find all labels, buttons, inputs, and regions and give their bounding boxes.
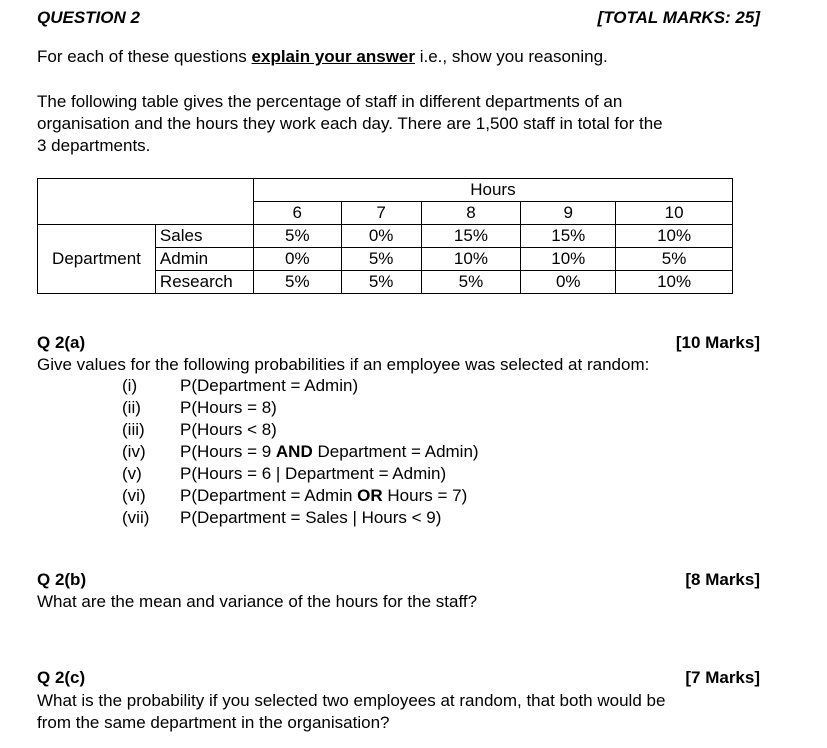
hours-header: Hours — [253, 179, 732, 202]
list-item — [122, 507, 441, 529]
q2c-prompt — [37, 690, 665, 734]
dept-name: Admin — [155, 248, 253, 271]
table-cell: 5% — [253, 271, 341, 294]
table-cell: 5% — [616, 248, 733, 271]
instruction — [37, 47, 608, 67]
table-cell: 10% — [616, 271, 733, 294]
staff-table — [37, 178, 733, 294]
q2a-marks: [10 Marks] — [675, 333, 760, 352]
item-text-bold: AND — [275, 442, 313, 461]
intro-line: 3 departments. — [37, 136, 151, 155]
item-text-pre: P(Department = Admin — [180, 486, 358, 505]
item-number: (ii) — [122, 398, 141, 417]
intro-line: The following table gives the percentage of staff in different departments of an — [37, 92, 623, 111]
department-label: Department — [38, 225, 156, 294]
hour-cell: 10 — [616, 202, 733, 225]
intro-paragraph — [37, 91, 663, 157]
item-text-post: Department = Admin) — [312, 442, 479, 461]
hour-cell: 8 — [421, 202, 521, 225]
item-text: P(Department = Admin) — [180, 376, 359, 395]
item-text-post: Hours = 7) — [382, 486, 468, 505]
q2c-marks: [7 Marks] — [685, 668, 760, 687]
list-item — [122, 375, 358, 397]
item-text: P(Hours = 8) — [180, 398, 277, 417]
table-corner — [38, 179, 254, 225]
q2c-line: from the same department in the organisation? — [37, 713, 390, 732]
item-text: P(Hours = 6 | Department = Admin) — [180, 464, 447, 483]
item-number: (vi) — [122, 486, 146, 505]
table-cell: 0% — [253, 248, 341, 271]
dept-name: Research — [155, 271, 253, 294]
item-number: (i) — [122, 376, 138, 395]
hour-cell: 7 — [341, 202, 421, 225]
q2b-marks: [8 Marks] — [685, 570, 760, 589]
item-number: (vii) — [122, 508, 150, 527]
item-text: P(Department = Sales | Hours < 9) — [180, 508, 442, 527]
q2c-title: Q 2(c) — [37, 668, 86, 687]
table-cell: 5% — [253, 225, 341, 248]
instruction-emphasis: explain your answer — [251, 47, 415, 66]
list-item — [122, 441, 479, 463]
table-cell: 15% — [421, 225, 521, 248]
q2a-title: Q 2(a) — [37, 333, 86, 352]
item-number: (iv) — [122, 442, 146, 461]
q2c-line: What is the probability if you selected two employees at random, that both would be — [37, 691, 666, 710]
list-item — [122, 397, 277, 419]
item-number: (v) — [122, 464, 142, 483]
hour-cell: 9 — [521, 202, 616, 225]
total-marks: [TOTAL MARKS: 25] — [597, 8, 760, 27]
table-row — [38, 225, 733, 248]
instruction-post: i.e., show you reasoning. — [414, 47, 608, 66]
table-cell: 10% — [421, 248, 521, 271]
table-cell: 5% — [421, 271, 521, 294]
table-cell: 0% — [521, 271, 616, 294]
item-number: (iii) — [122, 420, 145, 439]
q2b-prompt: What are the mean and variance of the hours for the staff? — [37, 592, 478, 611]
table-header-row — [38, 179, 733, 202]
table-cell: 10% — [521, 248, 616, 271]
hour-cell: 6 — [253, 202, 341, 225]
list-item — [122, 419, 277, 441]
intro-line: organisation and the hours they work each day. There are 1,500 staff in total for the — [37, 114, 663, 133]
table-cell: 15% — [521, 225, 616, 248]
table-cell: 5% — [341, 271, 421, 294]
instruction-pre: For each of these questions — [37, 47, 252, 66]
list-item — [122, 463, 446, 485]
list-item — [122, 485, 467, 507]
item-text: P(Hours < 8) — [180, 420, 277, 439]
item-text-pre: P(Hours = 9 — [180, 442, 276, 461]
table-cell: 10% — [616, 225, 733, 248]
q2b-title: Q 2(b) — [37, 570, 87, 589]
table-cell: 0% — [341, 225, 421, 248]
dept-name: Sales — [155, 225, 253, 248]
item-text-bold: OR — [357, 486, 383, 505]
table-cell: 5% — [341, 248, 421, 271]
q2a-prompt: Give values for the following probabilities if an employee was selected at random: — [37, 355, 650, 374]
question-title: QUESTION 2 — [37, 8, 140, 27]
